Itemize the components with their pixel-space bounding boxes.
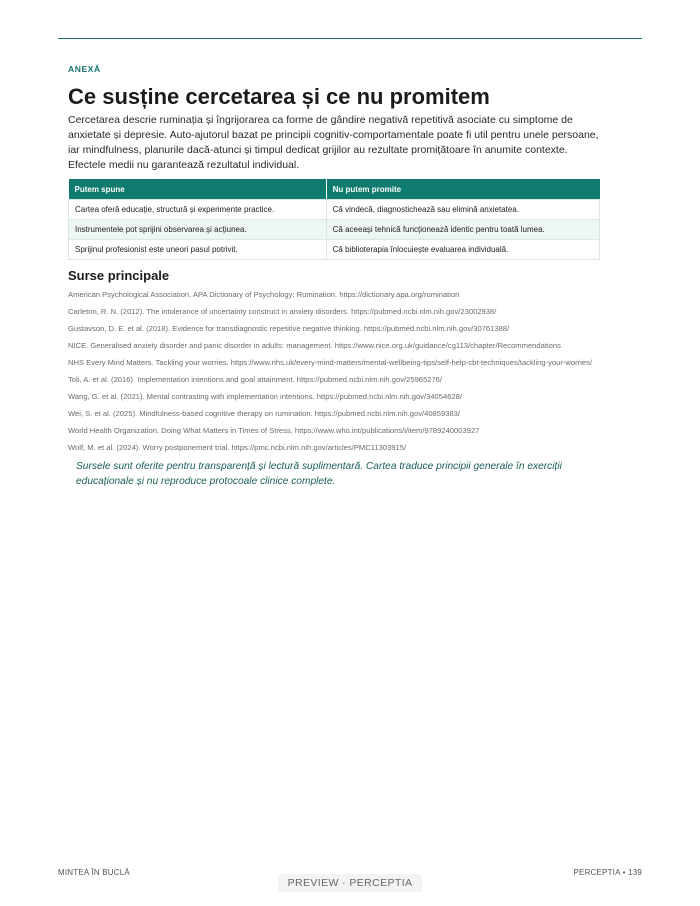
source-item: Carleton, R. N. (2012). The intolerance of uncertainty construct in anxiety disorders. https://pubmed.ncbi.nlm.nih.gov/23002938/ [68, 307, 497, 316]
sources-list [68, 289, 600, 453]
source-item: NICE. Generalised anxiety disorder and panic disorder in adults: management. https://www.nice.org.uk/guidance/cg113/chapter/Recommendations [68, 341, 561, 350]
source-item: NHS Every Mind Matters. Tackling your worries. https://www.nhs.uk/every-mind-matters/mental-wellbeing-tips/self-help-cbt-techniques/tackling-your-worries/ [68, 358, 593, 367]
intro-paragraph: Cercetarea descrie ruminația și îngrijorarea ca forme de gândire negativă repetitivă asociate cu simptome de anxietate și depresie. Auto-ajutorul bazat pe principii cognitiv-comportamentale poate fi util pentru unele persoane, iar mindfulness, planurile dacă-atunci și timpul dedicat grijilor au rezultate promițătoare în anumite contexte. Efectele medii nu garantează rezultatul individual. [68, 114, 599, 171]
footer-book-title: MINTEA ÎN BUCLĂ [58, 868, 130, 877]
table-row [69, 220, 600, 240]
source-item: Wei, S. et al. (2025). Mindfulness-based cognitive therapy on rumination. https://pubmed.ncbi.nlm.nih.gov/40859383/ [68, 409, 461, 418]
table-cell: Că biblioterapia înlocuiește evaluarea individuală. [326, 240, 599, 260]
table-cell: Că vindecă, diagnostichează sau elimină anxietatea. [326, 200, 599, 220]
top-divider [58, 38, 642, 39]
source-item: Wolf, M. et al. (2024). Worry postponement trial. https://pmc.ncbi.nlm.nih.gov/articles/PMC11303915/ [68, 443, 407, 452]
table-header-row [69, 179, 600, 200]
appendix-section [68, 64, 600, 489]
sources-note: Sursele sunt oferite pentru transparență și lectură suplimentară. Cartea traduce principii generale în exerciții educaționale și nu reproduce protocoale clinice complete. [76, 461, 562, 487]
source-item: American Psychological Association. APA Dictionary of Psychology: Rumination. https://dictionary.apa.org/rumination [68, 290, 460, 299]
page-title: Ce susține cercetarea și ce nu promitem [68, 84, 490, 109]
source-item: Wang, G. et al. (2021). Mental contrasting with implementation intentions. https://pubmed.ncbi.nlm.nih.gov/34054628/ [68, 392, 462, 401]
table-cell: Cartea oferă educație, structură și experimente practice. [69, 200, 327, 220]
table-cell: Instrumentele pot sprijini observarea și acțiunea. [69, 220, 327, 240]
claims-table [68, 179, 600, 260]
source-item: Toli, A. et al. (2016). Implementation intentions and goal attainment. https://pubmed.ncbi.nlm.nih.gov/25965276/ [68, 375, 443, 384]
sources-heading: Surse principale [68, 268, 170, 283]
table-cell: Că aceeași tehnică funcționează identic pentru toată lumea. [326, 220, 599, 240]
source-item: Gustavson, D. E. et al. (2018). Evidence for transdiagnostic repetitive negative thinking. https://pubmed.ncbi.nlm.nih.gov/30761388/ [68, 324, 510, 333]
footer-page-info: PERCEPTIA • 139 [573, 868, 642, 877]
section-eyebrow: ANEXĂ [68, 64, 101, 74]
column-header-can-say: Putem spune [69, 179, 327, 200]
table-row [69, 200, 600, 220]
table-row [69, 240, 600, 260]
preview-badge: PREVIEW · PERCEPTIA [278, 874, 422, 892]
source-item: World Health Organization. Doing What Matters in Times of Stress. https://www.who.int/publications/i/item/9789240003927 [68, 426, 480, 435]
table-cell: Sprijinul profesionist este uneori pasul potrivit. [69, 240, 327, 260]
column-header-cannot-promise: Nu putem promite [326, 179, 599, 200]
